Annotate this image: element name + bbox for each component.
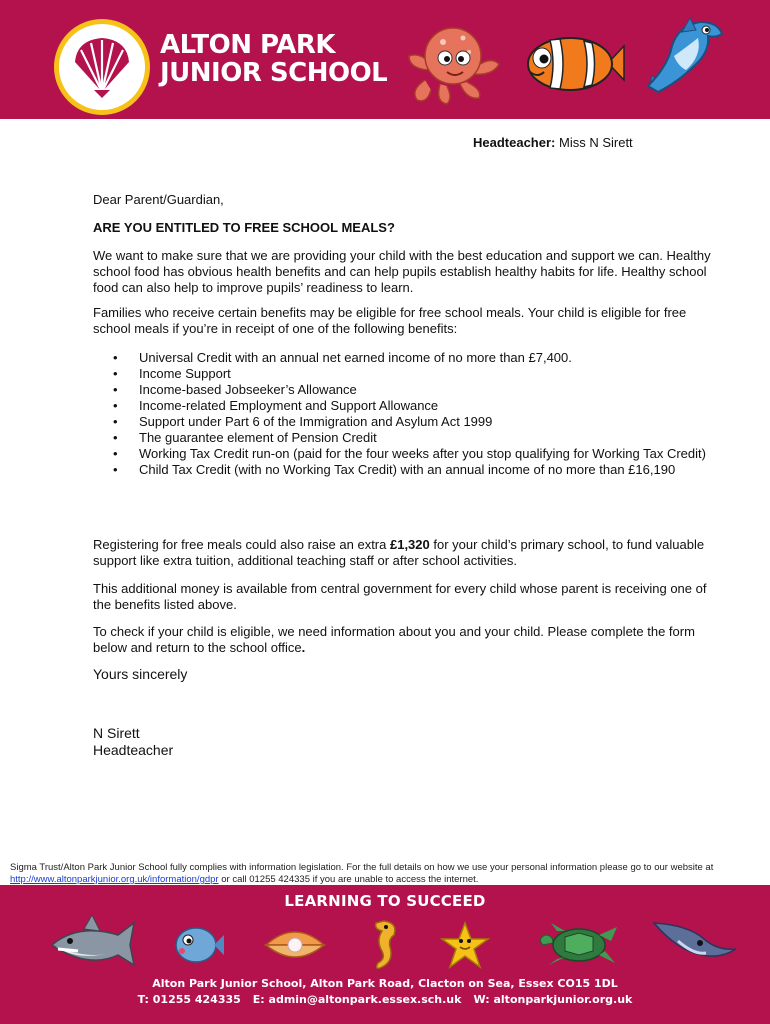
benefit-text: The guarantee element of Pension Credit (139, 430, 377, 445)
paragraph-funding (93, 537, 713, 569)
dolphin-icon (638, 16, 728, 98)
signature-title: Headteacher (93, 742, 174, 758)
benefit-text: Child Tax Credit (with no Working Tax Credit) with an annual income of no more than £16,190 (139, 462, 676, 477)
headteacher-name: Miss N Sirett (559, 135, 633, 150)
shark-icon (48, 915, 136, 973)
paragraph-instructions (93, 624, 713, 656)
benefit-text: Working Tax Credit run-on (paid for the four weeks after you stop qualifying for Working Tax Credit) (139, 446, 706, 461)
contact-details (0, 993, 770, 1006)
gdpr-text-before: Sigma Trust/Alton Park Junior School fully complies with information legislation. For the full details on how we use your personal information please go to our website at (10, 862, 714, 873)
list-item: • Income-based Jobseeker’s Allowance (113, 382, 357, 397)
turtle-icon (535, 921, 619, 967)
school-logo (54, 19, 150, 115)
funding-text-after: for your child’s primary school, to fund valuable support like extra tuition, additional teaching staff or after school activities. (93, 537, 705, 568)
headteacher-label: Headteacher: (473, 135, 556, 150)
clownfish-icon (520, 28, 625, 98)
closing: Yours sincerely (93, 666, 188, 682)
letterhead-banner (0, 0, 770, 119)
list-item: • Support under Part 6 of the Immigration and Asylum Act 1999 (113, 414, 493, 429)
headteacher-line (473, 135, 633, 150)
list-item: • Income Support (113, 366, 231, 381)
gdpr-notice (10, 862, 760, 886)
list-item: • The guarantee element of Pension Credit (113, 430, 377, 445)
contact-phone: T: 01255 424335 (137, 993, 241, 1006)
list-item: • Income-related Employment and Support Allowance (113, 398, 439, 413)
oyster-pearl-icon (262, 921, 328, 965)
instructions-text: To check if your child is eligible, we need information about you and your child. Please complete the form below and return to the school office (93, 624, 695, 655)
signature-name: N Sirett (93, 725, 140, 741)
salutation: Dear Parent/Guardian, (93, 192, 224, 207)
paragraph-government: This additional money is available from central government for every child whose parent is receiving one of the benefits listed above. (93, 581, 707, 612)
contact-email: E: admin@altonpark.essex.sch.uk (252, 993, 462, 1006)
benefit-text: Income-related Employment and Support Allowance (139, 398, 439, 413)
list-item: • Working Tax Credit run-on (paid for the four weeks after you stop qualifying for Working Tax Credit) (113, 446, 706, 461)
starfish-icon (440, 921, 490, 969)
octopus-icon (405, 20, 505, 108)
instructions-end: . (301, 640, 306, 655)
benefit-text: Income-based Jobseeker’s Allowance (139, 382, 357, 397)
benefit-text: Support under Part 6 of the Immigration and Asylum Act 1999 (139, 414, 493, 429)
pufferfish-icon (172, 923, 224, 965)
letter-heading: ARE YOU ENTITLED TO FREE SCHOOL MEALS? (93, 220, 395, 235)
school-name-line1: ALTON PARK (160, 30, 335, 60)
funding-text-before: Registering for free meals could also raise an extra (93, 537, 390, 552)
gdpr-text-after: or call 01255 424335 if you are unable to access the internet. (218, 874, 479, 885)
benefits-list (113, 350, 713, 478)
scallop-shell-icon (67, 32, 137, 102)
paragraph-eligibility: Families who receive certain benefits may be eligible for free school meals. Your child is eligible for free school meals if you’re in receipt of one of the following benefits: (93, 305, 687, 336)
gdpr-link[interactable]: http://www.altonparkjunior.org.uk/information/gdpr (10, 874, 219, 885)
school-name-line2: JUNIOR SCHOOL (160, 58, 388, 88)
benefit-text: Universal Credit with an annual net earned income of no more than £7,400. (139, 350, 572, 365)
paragraph-intro: We want to make sure that we are providing your child with the best education and support we can. Healthy school food has obvious health benefits and can help pupils establish healthy habits for life. Healthy school food can also help to improve pupils’ readiness to learn. (93, 248, 711, 295)
list-item: • Universal Credit with an annual net earned income of no more than £7,400. (113, 350, 572, 365)
list-item: • Child Tax Credit (with no Working Tax Credit) with an annual income of no more than £16,190 (113, 462, 676, 477)
contact-web: W: altonparkjunior.org.uk (473, 993, 633, 1006)
school-motto: LEARNING TO SUCCEED (284, 892, 486, 910)
benefit-text: Income Support (139, 366, 231, 381)
funding-amount: £1,320 (389, 537, 430, 552)
school-address: Alton Park Junior School, Alton Park Road, Clacton on Sea, Essex CO15 1DL (152, 977, 618, 990)
seahorse-icon (368, 917, 402, 973)
stingray-icon (648, 915, 740, 971)
